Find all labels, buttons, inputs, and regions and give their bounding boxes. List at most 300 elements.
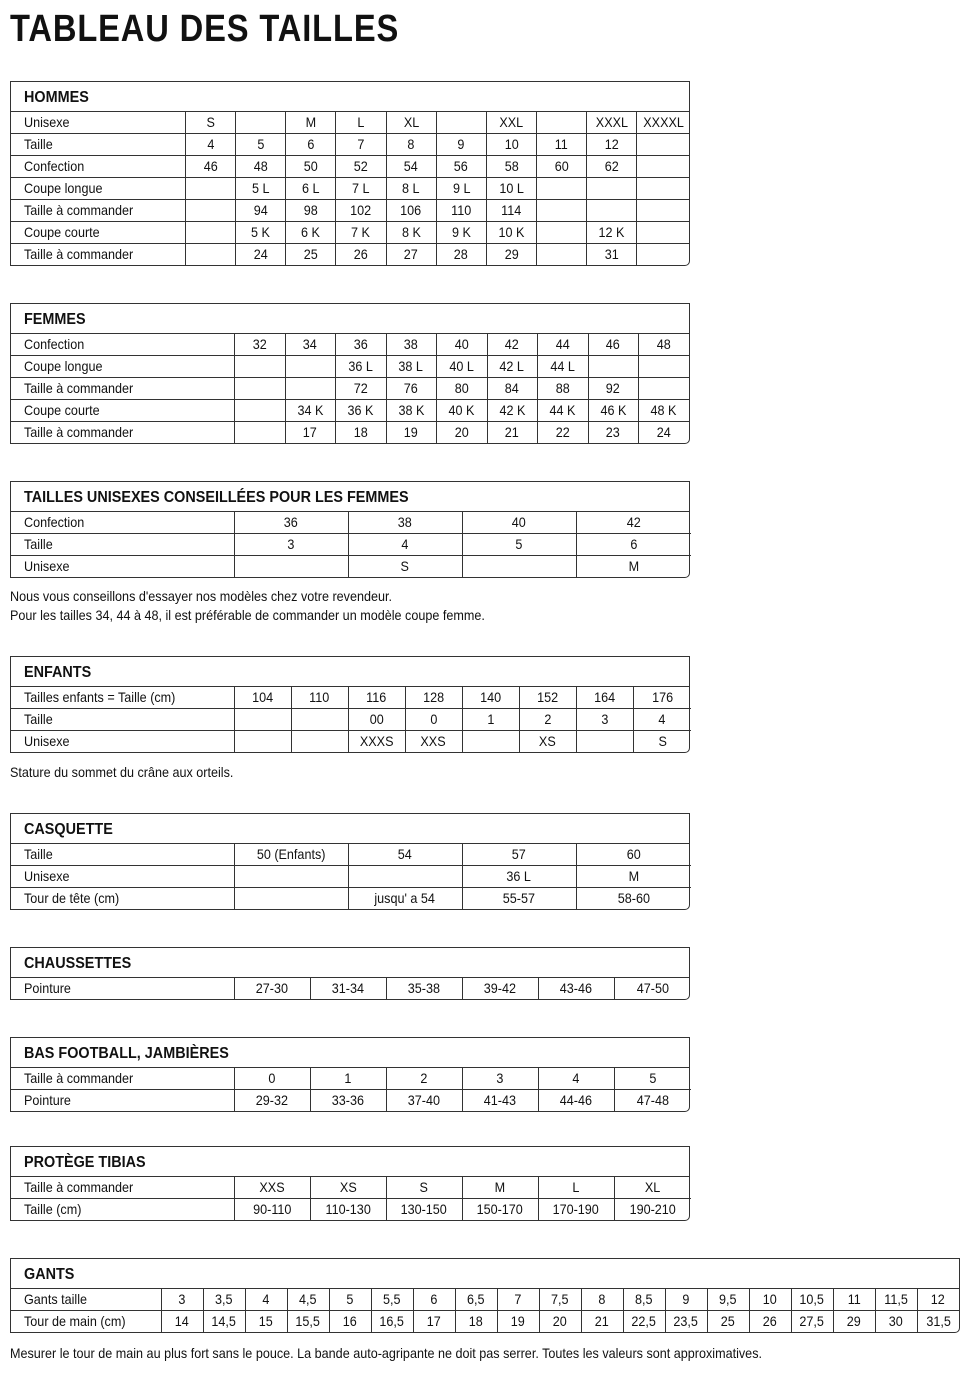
cell-text: 11,5: [884, 1291, 908, 1307]
cell-text: XXXXL: [642, 114, 684, 130]
table-cell: [486, 222, 536, 244]
table-cell: [536, 244, 586, 266]
table-cell: [487, 334, 537, 356]
cell-text: 60: [554, 158, 569, 174]
table-cell: [336, 200, 386, 222]
table-cell: [638, 422, 689, 444]
cell-text: jusqu' a 54: [374, 890, 436, 906]
table-cell: [234, 512, 348, 534]
row-label: [11, 222, 186, 244]
table-cell: [413, 1289, 455, 1311]
cell-text: 42: [626, 514, 641, 530]
table-cell: [336, 244, 386, 266]
table-cell: [285, 356, 335, 378]
cell-text: 15: [258, 1313, 274, 1329]
table-cell: [203, 1289, 245, 1311]
cell-text: 56: [454, 158, 469, 174]
table-cell: [386, 334, 436, 356]
cell-text: 50: [303, 158, 318, 174]
table-cell: [637, 112, 689, 134]
note-text: Nous vous conseillons d'essayer nos modèles chez votre revendeur.: [10, 588, 393, 604]
cell-text: Tailles enfants = Taille (cm): [24, 689, 176, 705]
table-cell: [287, 1311, 329, 1333]
cell-text: Gants taille: [24, 1291, 88, 1307]
table-row: [11, 378, 689, 400]
cell-text: S: [658, 733, 667, 749]
cell-text: M: [305, 114, 317, 130]
table-cell: [336, 222, 386, 244]
table-cell: [348, 888, 462, 910]
table-cell: [234, 334, 285, 356]
table-cell: [436, 400, 487, 422]
cell-text: 57: [511, 846, 527, 862]
cell-text: XXL: [499, 114, 524, 130]
cell-text: 54: [397, 846, 413, 862]
cell-text: 9,5: [719, 1291, 737, 1307]
table-cell: [637, 244, 689, 266]
table-row: [11, 156, 689, 178]
table-title-text: TAILLES UNISEXES CONSEILLÉES POUR LES FEMMES: [24, 489, 409, 506]
cell-text: 43-46: [559, 980, 593, 996]
table-cell: [462, 1177, 538, 1199]
table-cell: [588, 356, 638, 378]
table-cell: [386, 200, 436, 222]
cell-text: 90-110: [252, 1201, 292, 1217]
cell-text: 23,5: [673, 1313, 699, 1329]
table-row: [11, 687, 691, 709]
cell-text: Confection: [24, 158, 85, 174]
table-cell: [234, 400, 285, 422]
table-row: [11, 888, 691, 910]
cell-text: Taille: [24, 136, 53, 152]
cell-text: 12 K: [598, 224, 625, 240]
size-table: [11, 334, 689, 443]
cell-text: Coupe courte: [24, 402, 100, 418]
cell-text: 8: [598, 1291, 606, 1307]
table-cell: [614, 1177, 691, 1199]
table-cell: [486, 134, 536, 156]
table-cell: [614, 1068, 691, 1090]
row-label: [11, 422, 234, 444]
table-cell: [587, 156, 637, 178]
table-cell: [236, 156, 286, 178]
cell-text: 72: [353, 380, 368, 396]
table-cell: [576, 866, 691, 888]
cell-text: 88: [555, 380, 570, 396]
table-cell: [462, 556, 576, 578]
cell-text: 7: [357, 136, 365, 152]
cell-text: 58-60: [617, 890, 650, 906]
table-cell: [436, 200, 486, 222]
table-cell: [536, 156, 586, 178]
table-cell: [875, 1311, 917, 1333]
cell-text: 102: [350, 202, 372, 218]
cell-text: 9: [682, 1291, 690, 1307]
table-cell: [833, 1311, 875, 1333]
cell-text: 28: [454, 246, 469, 262]
table-cell: [348, 709, 405, 731]
row-label: [11, 112, 186, 134]
table-cell: [348, 556, 462, 578]
table-cell: [234, 709, 291, 731]
cell-text: 18: [468, 1313, 484, 1329]
table-cell: [462, 866, 576, 888]
cell-text: 10 L: [499, 180, 524, 196]
cell-text: 110: [451, 202, 472, 218]
cell-text: XL: [403, 114, 419, 130]
table-cell: [536, 178, 586, 200]
table-cell: [614, 1199, 691, 1221]
cell-text: 4: [262, 1291, 270, 1307]
cell-text: M: [494, 1179, 506, 1195]
table-cell: [348, 687, 405, 709]
cell-text: Taille: [24, 536, 53, 552]
cell-text: 46 K: [600, 402, 626, 418]
cell-text: 6: [307, 136, 315, 152]
table-cell: [371, 1289, 413, 1311]
cell-text: 5: [649, 1070, 657, 1086]
cell-text: 39-42: [483, 980, 517, 996]
row-label: [11, 534, 234, 556]
table-cell: [637, 156, 689, 178]
table-cell: [637, 222, 689, 244]
row-label: [11, 866, 234, 888]
table-row: [11, 356, 689, 378]
cell-text: 40 K: [448, 402, 475, 418]
table-cell: [186, 222, 236, 244]
cell-text: 25: [303, 246, 318, 262]
cell-text: 5 L: [251, 180, 270, 196]
cell-text: 12: [931, 1291, 946, 1307]
cell-text: 20: [552, 1313, 568, 1329]
cell-text: 40: [454, 336, 469, 352]
cell-text: 5 K: [251, 224, 271, 240]
table-cell: [519, 709, 576, 731]
table-cell: [286, 112, 336, 134]
cell-text: 36: [283, 514, 299, 530]
cell-text: 62: [604, 158, 619, 174]
table-cell: [286, 178, 336, 200]
cell-text: 25: [720, 1313, 736, 1329]
cell-text: 7 L: [352, 180, 370, 196]
cell-text: 44-46: [559, 1092, 593, 1108]
note-text: Mesurer le tour de main au plus fort sans le pouce. La bande auto-agripante ne doit pas serrer. Toutes les valeurs sont approximatives.: [10, 1345, 763, 1361]
size-table: [11, 512, 691, 577]
table-title-text: PROTÈGE TIBIAS: [24, 1154, 146, 1171]
cell-text: 42 L: [499, 358, 525, 374]
table-cell: [335, 356, 386, 378]
cell-text: L: [572, 1179, 580, 1195]
cell-text: 12: [604, 136, 619, 152]
cell-text: 10,5: [799, 1291, 825, 1307]
cell-text: 176: [651, 689, 673, 705]
page-title: TABLEAU DES TAILLES: [10, 8, 400, 50]
cell-text: 58: [504, 158, 519, 174]
table-title-text: BAS FOOTBALL, JAMBIÈRES: [24, 1045, 229, 1062]
cell-text: 20: [454, 424, 469, 440]
cell-text: 52: [353, 158, 369, 174]
table-cell: [576, 534, 691, 556]
cell-text: 44 L: [550, 358, 575, 374]
cell-text: 36: [353, 336, 368, 352]
cell-text: 150-170: [476, 1201, 524, 1217]
cell-text: 152: [536, 689, 559, 705]
table-title: [11, 1259, 959, 1289]
size-table: [11, 1068, 691, 1111]
cell-text: 47-48: [636, 1092, 669, 1108]
table-cell: [386, 1090, 462, 1112]
row-label: [11, 1090, 234, 1112]
cell-text: 31: [604, 246, 619, 262]
row-label: [11, 512, 234, 534]
table-row: [11, 1068, 691, 1090]
table-cell: [519, 687, 576, 709]
table-cell: [186, 200, 236, 222]
table-cell: [486, 112, 536, 134]
cell-text: 98: [303, 202, 318, 218]
table-cell: [286, 134, 336, 156]
table-cell: [633, 709, 691, 731]
cell-text: S: [419, 1179, 429, 1195]
table-cell: [236, 222, 286, 244]
cell-text: XS: [339, 1179, 357, 1195]
table-casquette: [10, 813, 690, 910]
cell-text: 10: [504, 136, 519, 152]
cell-text: 17: [426, 1313, 442, 1329]
table-row: [11, 178, 689, 200]
table-cell: [405, 687, 462, 709]
table-row: [11, 112, 689, 134]
table-cell: [310, 1177, 386, 1199]
table-title: [11, 1147, 689, 1177]
table-cell: [386, 156, 436, 178]
table-cell: [291, 731, 348, 753]
cell-text: 32: [252, 336, 267, 352]
table-cell: [538, 1068, 614, 1090]
cell-text: Tour de tête (cm): [24, 890, 120, 906]
cell-text: Confection: [24, 514, 85, 530]
table-row: [11, 978, 691, 999]
table-cell: [633, 731, 691, 753]
table-cell: [286, 222, 336, 244]
size-table: [11, 844, 691, 909]
cell-text: 130-150: [400, 1201, 448, 1217]
table-cell: [329, 1311, 371, 1333]
table-cell: [536, 112, 586, 134]
table-title: [11, 482, 689, 512]
table-cell: [538, 1177, 614, 1199]
table-cell: [234, 422, 285, 444]
table-cell: [519, 731, 576, 753]
table-cell: [236, 178, 286, 200]
table-cell: [538, 1090, 614, 1112]
cell-text: 5: [257, 136, 265, 152]
cell-text: 34 K: [297, 402, 323, 418]
cell-text: Unisexe: [24, 558, 70, 574]
table-cell: [286, 200, 336, 222]
table-cell: [186, 178, 236, 200]
row-label: [11, 1177, 234, 1199]
cell-text: 23: [605, 424, 621, 440]
table-cell: [186, 134, 236, 156]
row-label: [11, 400, 234, 422]
table-cell: [623, 1289, 665, 1311]
cell-text: 38: [397, 514, 413, 530]
table-cell: [462, 978, 538, 999]
cell-text: 114: [501, 202, 522, 218]
table-row: [11, 1199, 691, 1221]
cell-text: XS: [539, 733, 556, 749]
table-cell: [537, 356, 588, 378]
cell-text: 5: [515, 536, 523, 552]
cell-text: 8: [407, 136, 415, 152]
cell-text: 6 K: [301, 224, 321, 240]
table-row: [11, 422, 689, 444]
cell-text: 14: [174, 1313, 190, 1329]
cell-text: 29: [504, 246, 519, 262]
table-title-text: GANTS: [24, 1266, 75, 1283]
cell-text: 9 K: [451, 224, 471, 240]
cell-text: 34: [302, 336, 318, 352]
row-label: [11, 134, 186, 156]
table-cell: [335, 334, 386, 356]
row-label: [11, 356, 234, 378]
cell-text: 4: [401, 536, 409, 552]
cell-text: 47-50: [636, 980, 669, 996]
size-table: [11, 687, 691, 752]
cell-text: 94: [253, 202, 268, 218]
table-cell: [436, 222, 486, 244]
row-label: [11, 844, 234, 866]
cell-text: 27,5: [799, 1313, 825, 1329]
table-row: [11, 1177, 691, 1199]
table-unisexes-femmes: [10, 481, 690, 578]
table-cell: [588, 400, 638, 422]
table-cell: [707, 1311, 749, 1333]
table-cell: [462, 1199, 538, 1221]
cell-text: Coupe longue: [24, 358, 103, 374]
cell-text: 33-36: [331, 1092, 365, 1108]
cell-text: 24: [656, 424, 671, 440]
cell-text: 8 K: [401, 224, 421, 240]
table-cell: [234, 1090, 310, 1112]
cell-text: 41-43: [483, 1092, 517, 1108]
table-cell: [348, 866, 462, 888]
cell-text: 21: [594, 1313, 610, 1329]
table-cell: [487, 422, 537, 444]
table-cell: [436, 378, 487, 400]
note-text: Stature du sommet du crâne aux orteils.: [10, 764, 234, 780]
table-row: [11, 1311, 972, 1333]
table-cell: [576, 687, 633, 709]
table-cell: [576, 512, 691, 534]
table-cell: [236, 134, 286, 156]
table-cell: [236, 244, 286, 266]
table-title: [11, 814, 689, 844]
table-title-text: CHAUSSETTES: [24, 955, 132, 972]
table-cell: [637, 134, 689, 156]
cell-text: Unisexe: [24, 114, 70, 130]
cell-text: Taille: [24, 711, 53, 727]
cell-text: Taille à commander: [24, 424, 134, 440]
cell-text: 26: [762, 1313, 778, 1329]
table-cell: [234, 978, 310, 999]
table-cell: [291, 709, 348, 731]
cell-text: 1: [344, 1070, 352, 1086]
row-label: [11, 1199, 234, 1221]
table-row: [11, 200, 689, 222]
table-cell: [245, 1311, 287, 1333]
table-cell: [538, 978, 614, 999]
size-table: [11, 1289, 972, 1332]
table-cell: [348, 512, 462, 534]
table-cell: [405, 731, 462, 753]
table-cell: [588, 378, 638, 400]
cell-text: L: [357, 114, 365, 130]
table-cell: [633, 687, 691, 709]
table-cell: [236, 112, 286, 134]
table-row: [11, 244, 689, 266]
table-row: [11, 134, 689, 156]
cell-text: 6,5: [467, 1291, 485, 1307]
row-label: [11, 709, 234, 731]
table-cell: [576, 888, 691, 910]
table-chaussettes: [10, 947, 690, 1000]
cell-text: 6: [630, 536, 638, 552]
table-cell: [310, 1068, 386, 1090]
table-cell: [486, 178, 536, 200]
table-title: [11, 657, 689, 687]
table-title-text: FEMMES: [24, 311, 86, 328]
table-cell: [638, 356, 689, 378]
row-label: [11, 244, 186, 266]
table-cell: [234, 1068, 310, 1090]
table-cell: [186, 156, 236, 178]
table-cell: [234, 687, 291, 709]
table-cell: [436, 156, 486, 178]
cell-text: 9: [457, 136, 465, 152]
cell-text: 84: [504, 380, 520, 396]
table-cell: [486, 156, 536, 178]
table-cell: [335, 422, 386, 444]
table-cell: [371, 1311, 413, 1333]
cell-text: 110: [309, 689, 330, 705]
cell-text: Tour de main (cm): [24, 1313, 126, 1329]
table-cell: [833, 1289, 875, 1311]
cell-text: 110-130: [325, 1201, 371, 1217]
cell-text: 46: [203, 158, 218, 174]
table-title: [11, 304, 689, 334]
table-cell: [487, 378, 537, 400]
cell-text: 37-40: [407, 1092, 441, 1108]
cell-text: Confection: [24, 336, 85, 352]
table-cell: [386, 978, 462, 999]
cell-text: 19: [510, 1313, 526, 1329]
cell-text: 9 L: [452, 180, 471, 196]
table-cell: [486, 244, 536, 266]
table-cell: [917, 1311, 959, 1333]
cell-text: 0: [268, 1070, 276, 1086]
table-cell: [537, 378, 588, 400]
table-cell: [348, 534, 462, 556]
table-cell: [538, 1199, 614, 1221]
table-cell: [286, 244, 336, 266]
cell-text: 38 L: [398, 358, 424, 374]
table-cell: [917, 1289, 959, 1311]
row-label: [11, 378, 234, 400]
table-cell: [462, 687, 519, 709]
table-cell: [405, 709, 462, 731]
